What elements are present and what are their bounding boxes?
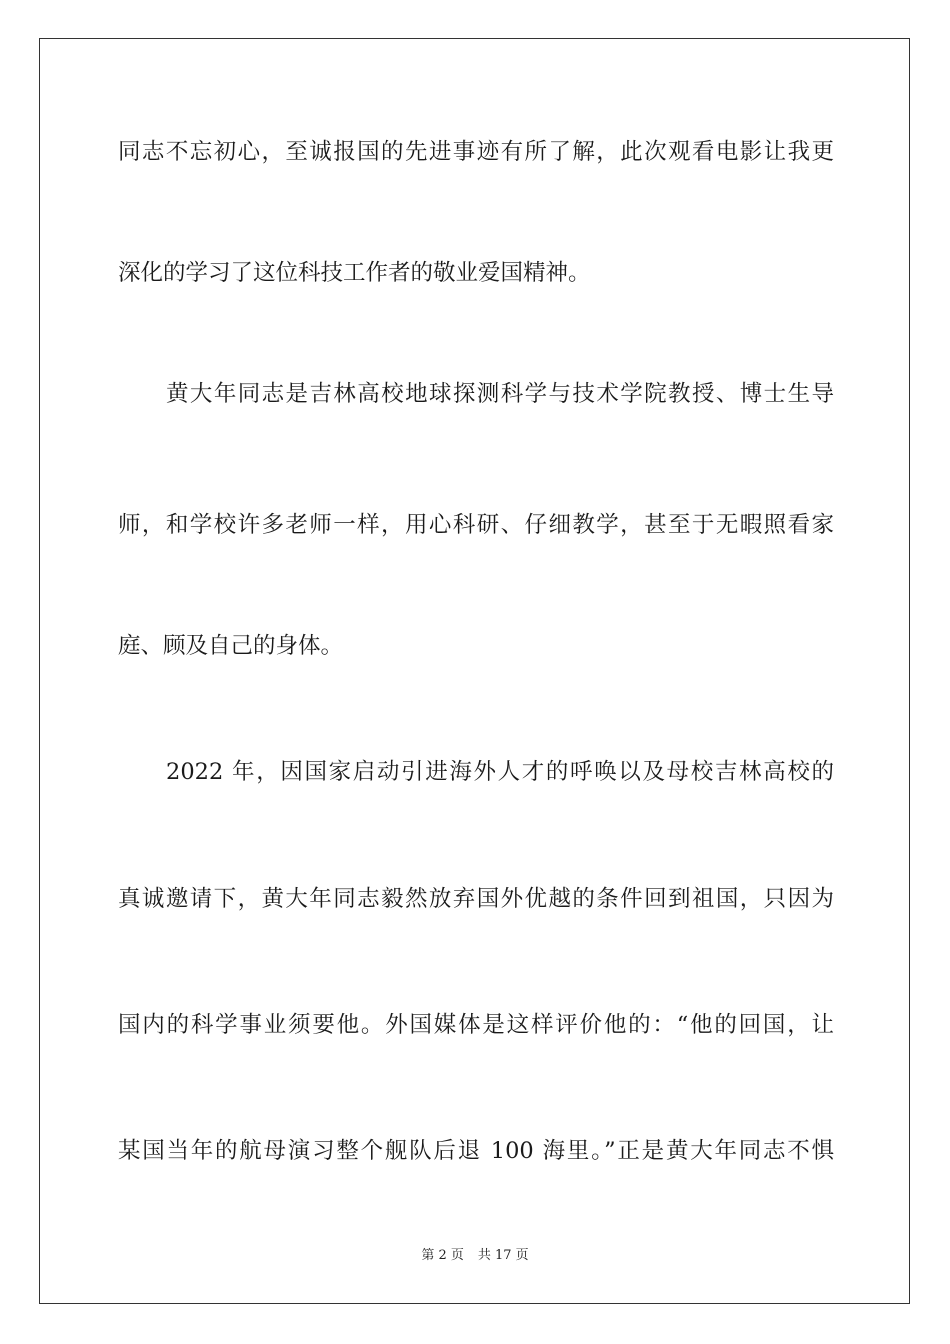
page-number: 第 2 页 [421, 1248, 464, 1263]
page-footer [0, 1247, 950, 1265]
text-line-4: 师，和学校许多老师一样，用心科研、仔细教学，甚至于无暇照看家 [118, 512, 834, 538]
text-line-9: 某国当年的航母演习整个舰队后退 100 海里。”正是黄大年同志不惧 [118, 1138, 834, 1164]
text-line-5: 庭、顾及自己的身体。 [118, 633, 344, 659]
page-total: 共 17 页 [477, 1248, 529, 1263]
text-line-2: 深化的学习了这位科技工作者的敬业爱国精神。 [118, 260, 591, 286]
text-line-3: 黄大年同志是吉林高校地球探测科学与技术学院教授、博士生导 [166, 381, 834, 407]
page-border [39, 38, 910, 1304]
text-line-1: 同志不忘初心，至诚报国的先进事迹有所了解，此次观看电影让我更 [118, 139, 834, 165]
text-line-7: 真诚邀请下，黄大年同志毅然放弃国外优越的条件回到祖国，只因为 [118, 886, 834, 912]
text-line-8: 国内的科学事业须要他。外国媒体是这样评价他的：“他的回国，让 [118, 1012, 834, 1038]
text-line-6: 2022 年，因国家启动引进海外人才的呼唤以及母校吉林高校的 [166, 759, 834, 785]
